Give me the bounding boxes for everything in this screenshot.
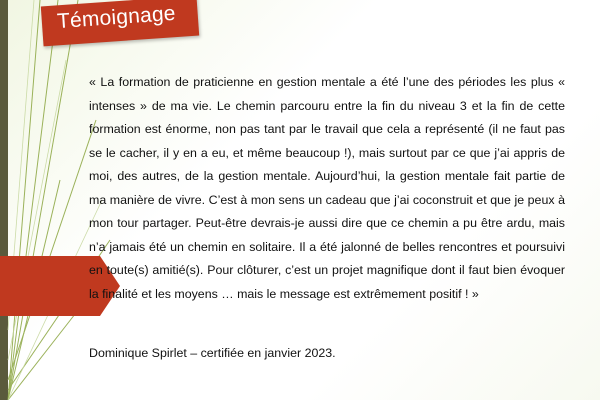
slide-title: Témoignage <box>56 1 177 34</box>
testimonial-author: Dominique Spirlet – certifiée en janvier 2023. <box>89 346 336 360</box>
testimonial-quote: « La formation de praticienne en gestion mentale a été l’une des périodes les plus « intenses » de ma vie. Le chemin parcouru entre la fin du niveau 3 et la fin de cette formation est énorme, non pas tant par le travail que cela a représenté (il ne faut pas se le cacher, il y en a eu, et même beaucoup !), mais surtout par ce que j’ai appris de moi, des autres, de la gestion mentale. Aujourd’hui, la gestion mentale fait partie de ma manière de vivre. C’est à mon sens un cadeau que j’ai coconstruit et que je peux à mon tour partager. Peut-être devrais-je aussi dire que ce chemin a pu être ardu, mais n’a jamais été un chemin en solitaire. Il a été jalonné de belles rencontres et poursuivi en toute(s) amitié(s). Pour clôturer, c’est un projet magnifique dont il faut bien évoquer la finalité et les moyens … mais le message est extrêmement positif ! » <box>89 75 565 301</box>
